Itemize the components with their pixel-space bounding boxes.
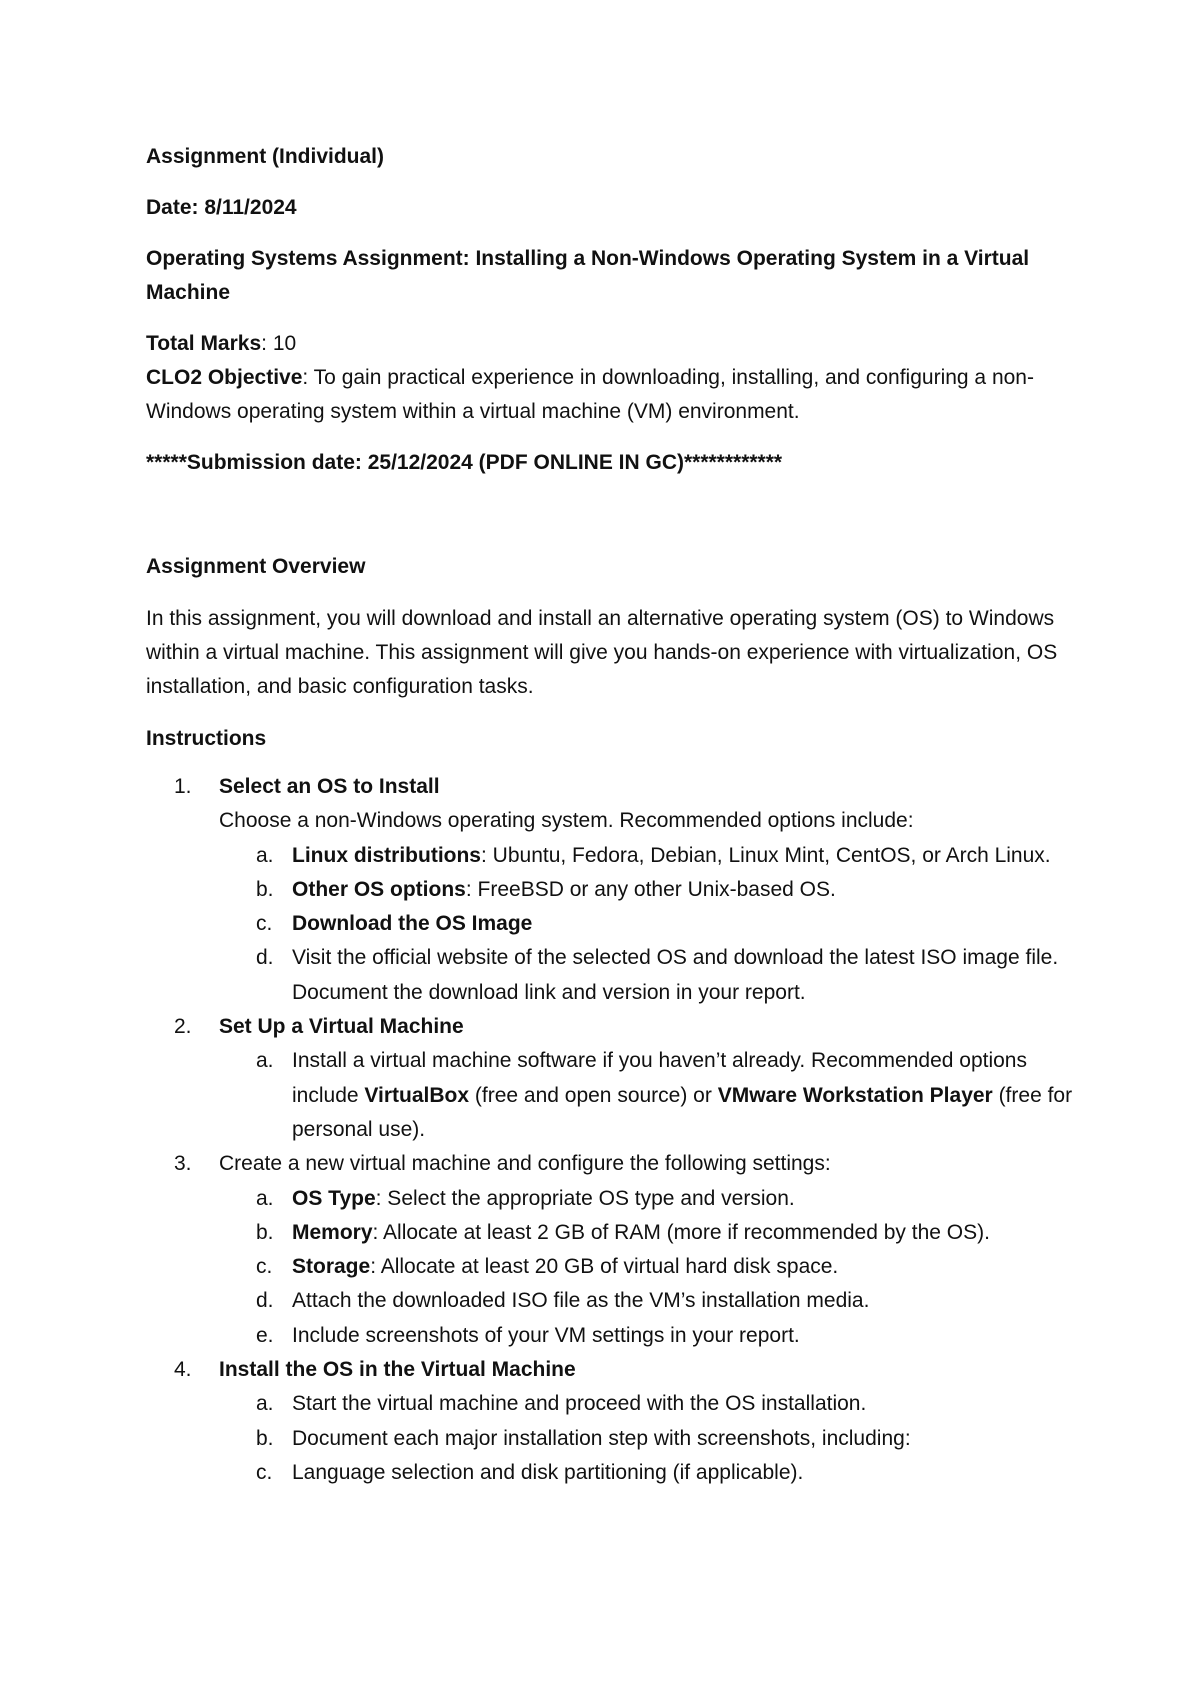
submission-date: *****Submission date: 25/12/2024 (PDF ONLINE IN GC)************ — [146, 451, 783, 474]
sub-letter: a. — [256, 1049, 274, 1073]
sub-text: Attach the downloaded ISO file as the VM’s installation media. — [292, 1289, 870, 1313]
sub-bold: Memory — [292, 1220, 373, 1244]
sub-item — [219, 1182, 1076, 1216]
total-marks — [146, 327, 1076, 361]
total-marks-value: : 10 — [261, 332, 297, 355]
sub-text: (free and open source) or — [469, 1083, 718, 1107]
step-number: 4. — [174, 1358, 192, 1382]
sub-text: : Allocate at least 20 GB of virtual hard disk space. — [370, 1255, 839, 1279]
sub-item — [219, 1387, 1076, 1421]
step-intro: Choose a non-Windows operating system. Recommended options include: — [219, 809, 914, 833]
sub-text: : FreeBSD or any other Unix-based OS. — [465, 877, 836, 901]
instructions-heading: Instructions — [146, 727, 267, 750]
sub-list — [219, 1182, 1076, 1353]
sub-text: : Select the appropriate OS type and version. — [375, 1186, 795, 1210]
assignment-type: Assignment (Individual) — [146, 145, 385, 168]
sub-text: : Allocate at least 2 GB of RAM (more if recommended by the OS). — [372, 1220, 990, 1244]
sub-text: Install a virtual machine software if you haven’t already. Recommended options include — [292, 1049, 1027, 1107]
sub-list — [219, 1044, 1076, 1147]
sub-text: Language selection and disk partitioning (if applicable). — [292, 1460, 804, 1484]
sub-letter: e. — [256, 1323, 274, 1347]
sub-item — [219, 907, 1076, 941]
step-title: Install the OS in the Virtual Machine — [219, 1358, 576, 1382]
sub-item — [219, 873, 1076, 907]
sub-bold: Download the OS Image — [292, 912, 533, 936]
sub-text: Visit the official website of the selected OS and download the latest ISO image file. Document the download link and version in your report. — [292, 946, 1059, 1004]
step-number: 3. — [174, 1152, 192, 1176]
assignment-date: Date: 8/11/2024 — [146, 196, 297, 219]
step-text: Create a new virtual machine and configure the following settings: — [219, 1152, 831, 1176]
instructions-list — [146, 770, 1076, 1490]
sub-item — [219, 1456, 1076, 1490]
total-marks-label: Total Marks — [146, 332, 262, 355]
sub-letter: d. — [256, 946, 274, 970]
step-3 — [146, 1147, 1076, 1353]
sub-text: Start the virtual machine and proceed with the OS installation. — [292, 1392, 867, 1416]
sub-text: (free for personal use). — [292, 1083, 1073, 1141]
sub-bold: VirtualBox — [364, 1083, 470, 1107]
sub-text: Document each major installation step with screenshots, including: — [292, 1426, 911, 1450]
sub-bold: Other OS options — [292, 877, 466, 901]
sub-item — [219, 1284, 1076, 1318]
document-body — [146, 140, 1076, 1490]
sub-bold: OS Type — [292, 1186, 376, 1210]
sub-list — [219, 1387, 1076, 1490]
sub-letter: d. — [256, 1289, 274, 1313]
sub-letter: a. — [256, 1186, 274, 1210]
sub-list — [219, 839, 1076, 1010]
step-number: 2. — [174, 1015, 192, 1039]
step-1 — [146, 770, 1076, 1010]
sub-item — [219, 1216, 1076, 1250]
step-2 — [146, 1010, 1076, 1147]
sub-text: : Ubuntu, Fedora, Debian, Linux Mint, CentOS, or Arch Linux. — [481, 843, 1051, 867]
sub-text: Include screenshots of your VM settings in your report. — [292, 1323, 800, 1347]
sub-letter: a. — [256, 1392, 274, 1416]
step-4 — [146, 1353, 1076, 1490]
sub-letter: c. — [256, 912, 273, 936]
sub-item — [219, 941, 1076, 1010]
sub-letter: c. — [256, 1255, 273, 1279]
clo-label: CLO2 Objective — [146, 366, 303, 389]
assignment-title: Operating Systems Assignment: Installing a Non-Windows Operating System in a Virtual Machine — [146, 247, 1030, 304]
sub-letter: c. — [256, 1460, 273, 1484]
overview-heading: Assignment Overview — [146, 555, 366, 578]
sub-letter: b. — [256, 1220, 274, 1244]
sub-bold: VMware Workstation Player — [717, 1083, 993, 1107]
sub-letter: b. — [256, 1426, 274, 1450]
sub-item — [219, 1044, 1076, 1147]
sub-item — [219, 839, 1076, 873]
sub-item — [219, 1250, 1076, 1284]
step-title: Set Up a Virtual Machine — [219, 1015, 464, 1039]
clo-objective — [146, 361, 1076, 429]
step-number: 1. — [174, 775, 192, 798]
overview-text: In this assignment, you will download and install an alternative operating system (OS) to Windows within a virtual machine. This assignment will give you hands-on experience with virtualization, OS installation, and basic configuration tasks. — [146, 607, 1058, 698]
sub-bold: Linux distributions — [292, 843, 481, 867]
sub-bold: Storage — [292, 1255, 371, 1279]
step-title: Select an OS to Install — [219, 775, 440, 798]
sub-item — [219, 1319, 1076, 1353]
sub-letter: a. — [256, 843, 274, 867]
clo-text: : To gain practical experience in downloading, installing, and configuring a non-Windows operating system within a virtual machine (VM) environment. — [146, 366, 1034, 423]
sub-letter: b. — [256, 877, 274, 901]
sub-item — [219, 1422, 1076, 1456]
